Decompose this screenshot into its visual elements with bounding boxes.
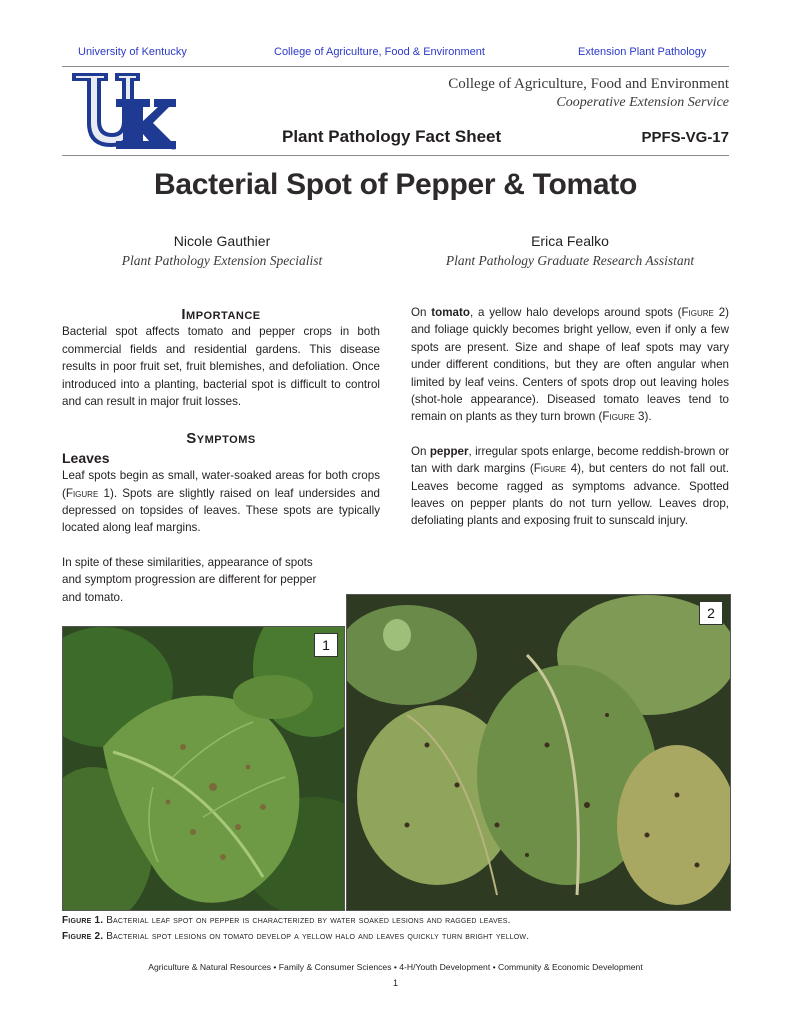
publication-code: PPFS-VG-17 — [641, 129, 729, 146]
pepper-leaf-image — [63, 627, 344, 910]
figure-2-reference: Figure 2 — [681, 306, 726, 319]
page-title: Bacterial Spot of Pepper & Tomato — [154, 168, 637, 201]
footer-programs: Agriculture & Natural Resources • Family & Consumer Sciences • 4-H/Youth Development • Community & Economic Development — [148, 962, 643, 972]
figure-1-photo — [62, 626, 345, 911]
symptoms-heading: Symptoms — [186, 430, 256, 448]
figure-2-photo — [346, 594, 731, 911]
tomato-foliage-image — [347, 595, 730, 910]
right-column — [411, 304, 729, 530]
fact-sheet-label: Plant Pathology Fact Sheet — [282, 127, 502, 146]
college-link[interactable]: College of Agriculture, Food & Environment — [274, 46, 485, 58]
figure-4-reference: Figure 4 — [533, 462, 578, 476]
svg-text:®: ® — [170, 144, 177, 151]
author-role: Plant Pathology Extension Specialist — [121, 253, 323, 268]
author-name: Erica Fealko — [531, 233, 609, 249]
author-role: Plant Pathology Graduate Research Assistant — [445, 253, 695, 268]
importance-paragraph: Bacterial spot affects tomato and pepper crops in both commercial fields and residential gardens. This disease results in poor fruit set, fruit blemishes, and defoliation. Once introduced into a planting, bacterial spot is difficult to control and can result in major fruit losses. — [62, 325, 380, 409]
left-column — [62, 306, 380, 606]
university-link[interactable]: University of Kentucky — [78, 46, 187, 58]
figure-2-badge: 2 — [699, 601, 723, 625]
figure-2-caption: Figure 2. Bacterial spot lesions on tomato develop a yellow halo and leaves quickly turn bright yellow. — [62, 931, 530, 942]
header-bottom-rule — [62, 155, 729, 156]
importance-heading: Importance — [181, 306, 261, 323]
leaves-paragraph: Leaf spots begin as small, water-soaked areas for both crops (Figure 1). Spots are slightly raised on leaf undersides and depressed on topsides of leaves. These spots are typically located along leaf margins. — [62, 469, 381, 535]
author-name: Nicole Gauthier — [173, 233, 271, 249]
page-number: 1 — [392, 978, 398, 988]
similarities-paragraph: In spite of these similarities, appearance of spots and symptom progression are different for pepper and tomato. — [62, 555, 317, 604]
pepper-paragraph: On pepper, irregular spots enlarge, become reddish-brown or tan with dark margins (Figure 4), but centers do not fall out. Leaves become ragged as symptoms advance. Spotted leaves on pepper plants do not turn yellow. Leaves drop, defoliating plants and exposing fruit to sunscald injury. — [411, 444, 730, 528]
figure-1-badge: 1 — [314, 633, 338, 657]
uk-logo — [70, 71, 178, 151]
header-top-rule — [62, 66, 729, 67]
college-name: College of Agriculture, Food and Environment — [448, 76, 729, 92]
figure-1-caption: Figure 1. Bacterial leaf spot on pepper is characterized by water soaked lesions and ragged leaves. — [62, 915, 511, 926]
extension-service: Cooperative Extension Service — [556, 95, 729, 110]
author-1 — [72, 233, 372, 269]
author-2 — [420, 233, 720, 269]
college-block — [448, 76, 729, 111]
figure-1-reference: Figure 1 — [65, 486, 110, 500]
tomato-paragraph: On tomato, a yellow halo develops around spots (Figure 2) and foliage quickly becomes bright yellow, even if only a few spots are present. Size and shape of leaf spots may vary under different conditions, but they are often angular when limited by leaf veins. Centers of spots drop out leaving holes (shot-hole appearance). Diseased tomato leaves tend to remain on plants as they turn brown (Figure 3). — [411, 306, 730, 424]
extension-plant-pathology-link[interactable]: Extension Plant Pathology — [578, 46, 707, 58]
leaves-heading: Leaves — [62, 449, 110, 466]
figure-3-reference: Figure 3 — [602, 410, 645, 424]
